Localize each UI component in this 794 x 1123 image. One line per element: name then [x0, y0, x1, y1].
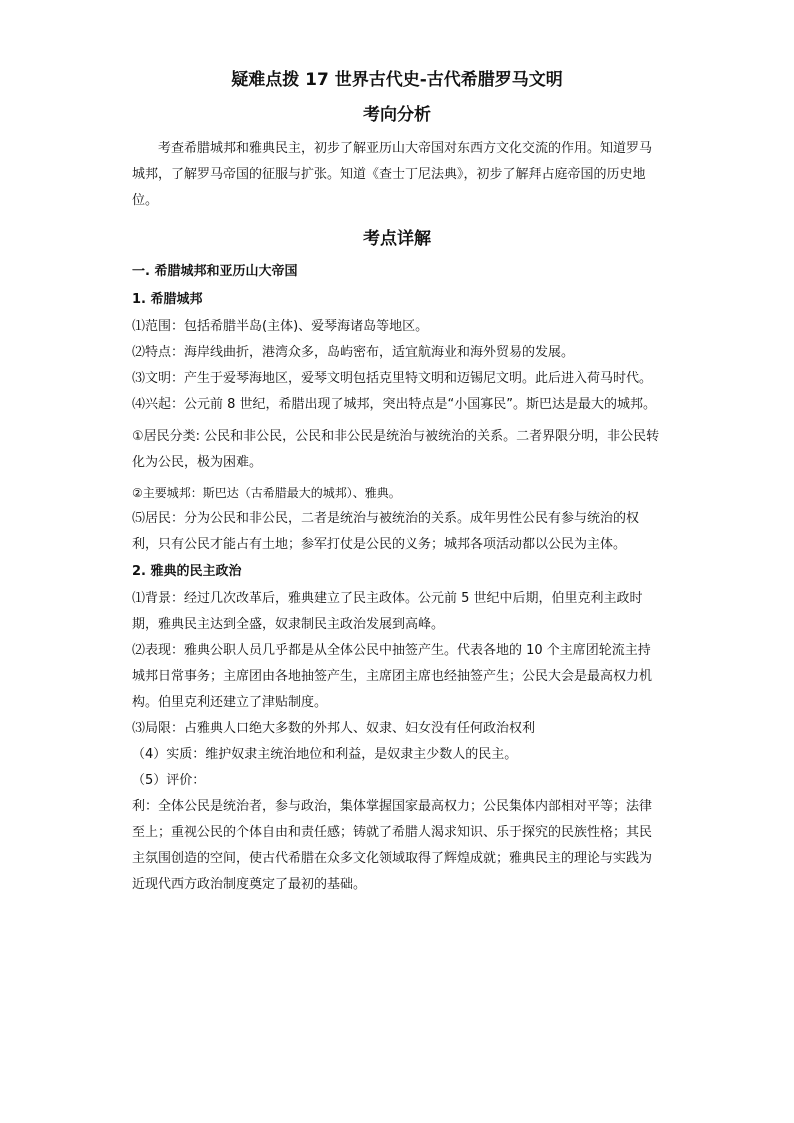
list-item: 利：全体公民是统治者，参与政治，集体掌握国家最高权力；公民集体内部相对平等；法律至上；重视公民的个体自由和责任感；铸就了希腊人渴求知识、乐于探究的民族性格；其民主氛围创造的空间，使古代希腊在众多文化领域取得了辉煌成就；雅典民主的理论与实践为近现代西方政治制度奠定了最初的基础。	[132, 799, 653, 892]
list-item: （4）实质：维护奴隶主统治地位和利益，是奴隶主少数人的民主。	[132, 747, 518, 762]
list-item: ⑸居民：分为公民和非公民，二者是统治与被统治的关系。成年男性公民有参与统治的权利，只有公民才能占有土地；参军打仗是公民的义务；城邦各项活动都以公民为主体。	[132, 511, 640, 552]
list-item: ⑶文明：产生于爱琴海地区，爱琴文明包括克里特文明和迈锡尼文明。此后进入荷马时代。	[132, 371, 653, 386]
list-item: ⑵表现：雅典公职人员几乎都是从全体公民中抽签产生。代表各地的 10 个主席团轮流主持城邦日常事务；主席团由各地抽签产生，主席团主席也经抽签产生；公民大会是最高权力机构。伯里克利还建立了津贴制度。	[132, 643, 653, 710]
list-item: ⑷兴起：公元前 8 世纪，希腊出现了城邦，突出特点是“小国寡民”。斯巴达是最大的城邦。	[132, 397, 657, 412]
intro-paragraph: 考查希腊城邦和雅典民主，初步了解亚历山大帝国对东西方文化交流的作用。知道罗马城邦，了解罗马帝国的征服与扩张。知道《查士丁尼法典》，初步了解拜占庭帝国的历史地位。	[132, 141, 653, 208]
list-item: ⑵特点：海岸线曲折，港湾众多，岛屿密布，适宜航海业和海外贸易的发展。	[132, 345, 575, 360]
list-item: ⑴范围：包括希腊半岛(主体)、爱琴海诸岛等地区。	[132, 319, 429, 334]
part-heading-greek-city-states: 一. 希腊城邦和亚历山大帝国	[132, 264, 298, 279]
note-residents: ①居民分类: 公民和非公民，公民和非公民是统治与被统治的关系。二者界限分明，非公民转化为公民，极为困难。	[132, 429, 660, 470]
document-page	[132, 66, 662, 898]
list-item: （5）评价：	[132, 773, 206, 788]
subheading-athenian-democracy: 2. 雅典的民主政治	[132, 564, 242, 579]
note-main-city-states: ②主要城邦：斯巴达（古希腊最大的城邦）、雅典。	[132, 486, 401, 500]
list-item: ⑴背景：经过几次改革后，雅典建立了民主政体。公元前 5 世纪中后期，伯里克利主政时期，雅典民主达到全盛，奴隶制民主政治发展到高峰。	[132, 591, 643, 632]
subheading-greek-city-states: 1. 希腊城邦	[132, 292, 203, 307]
section-title-details: 考点详解	[363, 229, 431, 249]
document-title: 疑难点拨 17 世界古代史-古代希腊罗马文明	[231, 70, 563, 90]
section-title-analysis: 考向分析	[363, 105, 431, 125]
list-item: ⑶局限：占雅典人口绝大多数的外邦人、奴隶、妇女没有任何政治权利	[132, 721, 536, 736]
